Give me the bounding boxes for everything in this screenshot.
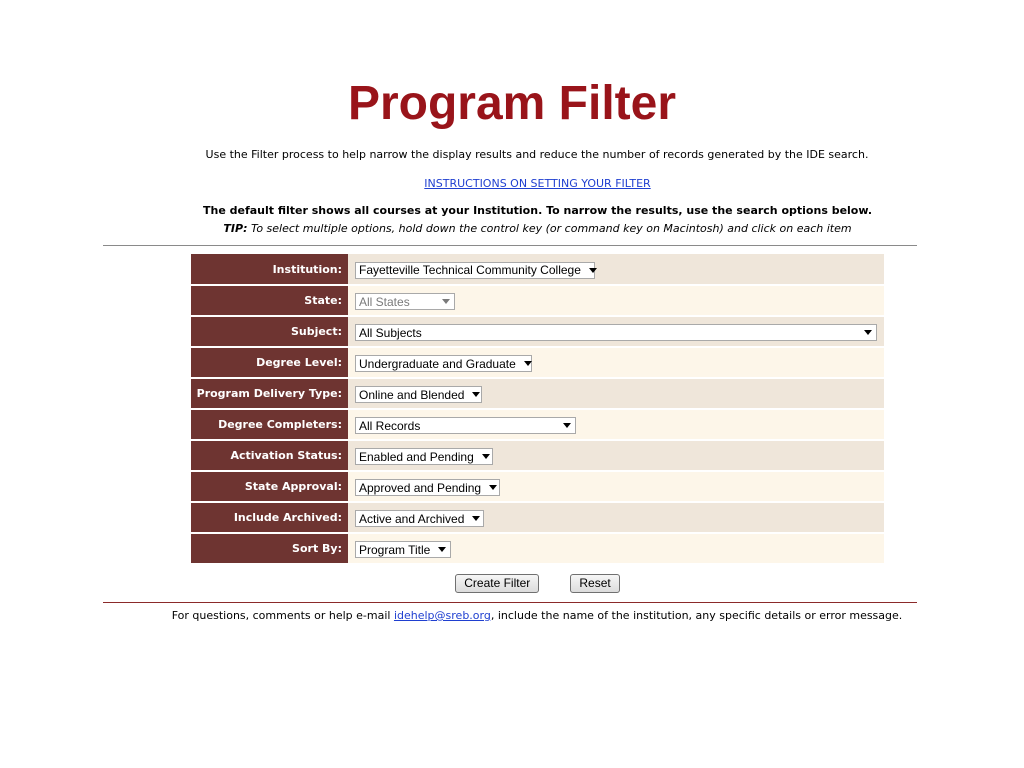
- state-select[interactable]: [355, 293, 455, 310]
- subject-select[interactable]: [355, 324, 877, 341]
- reset-button[interactable]: Reset: [570, 574, 619, 593]
- dropdown-arrow-icon: [482, 454, 490, 459]
- delivery-type-select[interactable]: [355, 386, 482, 403]
- filter-row-include-archived: [191, 502, 884, 533]
- dropdown-arrow-icon: [524, 361, 532, 366]
- filter-label-degree-level: Degree Level:: [191, 347, 348, 378]
- filter-row-degree-completers: [191, 409, 884, 440]
- tip-body: To select multiple options, hold down the control key (or command key on Macintosh) and click on each item: [247, 222, 852, 235]
- help-email-link[interactable]: idehelp@sreb.org: [393, 609, 491, 622]
- dropdown-arrow-icon: [864, 330, 872, 335]
- state-select-value: All States: [359, 294, 410, 309]
- dropdown-arrow-icon: [472, 516, 480, 521]
- top-divider: [103, 245, 917, 246]
- dropdown-arrow-icon: [489, 485, 497, 490]
- degree-completers-select-value: All Records: [359, 418, 421, 433]
- dropdown-arrow-icon: [563, 423, 571, 428]
- filter-label-activation-status: Activation Status:: [191, 440, 348, 471]
- filter-row-degree-level: [191, 347, 884, 378]
- filter-label-state: State:: [191, 285, 348, 316]
- footer-text-after: , include the name of the institution, any specific details or error message.: [490, 609, 903, 622]
- institution-select[interactable]: [355, 262, 595, 279]
- form-buttons: [0, 574, 1024, 593]
- filter-label-sort-by: Sort By:: [191, 533, 348, 564]
- filter-row-subject: [191, 316, 884, 347]
- filter-label-include-archived: Include Archived:: [191, 502, 348, 533]
- filter-row-state: [191, 285, 884, 316]
- default-filter-note: The default filter shows all courses at your Institution. To narrow the results, use the search options below.: [203, 204, 872, 217]
- state-approval-select-value: Approved and Pending: [359, 480, 482, 495]
- sort-by-select[interactable]: [355, 541, 451, 558]
- filter-row-delivery-type: [191, 378, 884, 409]
- filter-label-degree-completers: Degree Completers:: [191, 409, 348, 440]
- dropdown-arrow-icon: [438, 547, 446, 552]
- filter-row-sort-by: [191, 533, 884, 564]
- dropdown-arrow-icon: [589, 268, 597, 273]
- filter-label-subject: Subject:: [191, 316, 348, 347]
- dropdown-arrow-icon: [472, 392, 480, 397]
- create-filter-button[interactable]: Create Filter: [455, 574, 539, 593]
- instructions-link-container: [0, 176, 1024, 192]
- subject-select-value: All Subjects: [359, 325, 422, 340]
- filter-label-state-approval: State Approval:: [191, 471, 348, 502]
- degree-level-select-value: Undergraduate and Graduate: [359, 356, 516, 371]
- bottom-divider: [103, 602, 917, 603]
- delivery-type-select-value: Online and Blended: [359, 387, 465, 402]
- filter-label-institution: Institution:: [191, 254, 348, 285]
- filter-row-institution: [191, 254, 884, 285]
- degree-completers-select[interactable]: [355, 417, 576, 434]
- include-archived-select[interactable]: [355, 510, 484, 527]
- tip-prefix: TIP:: [223, 222, 248, 235]
- filter-label-delivery-type: Program Delivery Type:: [191, 378, 348, 409]
- degree-level-select[interactable]: [355, 355, 532, 372]
- sort-by-select-value: Program Title: [359, 542, 431, 557]
- filter-form-table: [191, 254, 884, 565]
- institution-select-value: Fayetteville Technical Community College: [359, 263, 581, 278]
- activation-status-select[interactable]: [355, 448, 493, 465]
- filter-row-activation-status: [191, 440, 884, 471]
- footer-help-text: [0, 608, 1024, 624]
- include-archived-select-value: Active and Archived: [359, 511, 465, 526]
- activation-status-select-value: Enabled and Pending: [359, 449, 474, 464]
- state-approval-select[interactable]: [355, 479, 500, 496]
- tip-text: [0, 221, 1024, 237]
- footer-text-before: For questions, comments or help e-mail: [171, 609, 394, 622]
- instructions-link[interactable]: INSTRUCTIONS ON SETTING YOUR FILTER: [424, 177, 651, 190]
- dropdown-arrow-icon: [442, 299, 450, 304]
- filter-row-state-approval: [191, 471, 884, 502]
- page-title: Program Filter: [347, 77, 677, 130]
- intro-text: Use the Filter process to help narrow the display results and reduce the number of records generated by the IDE search.: [205, 148, 869, 161]
